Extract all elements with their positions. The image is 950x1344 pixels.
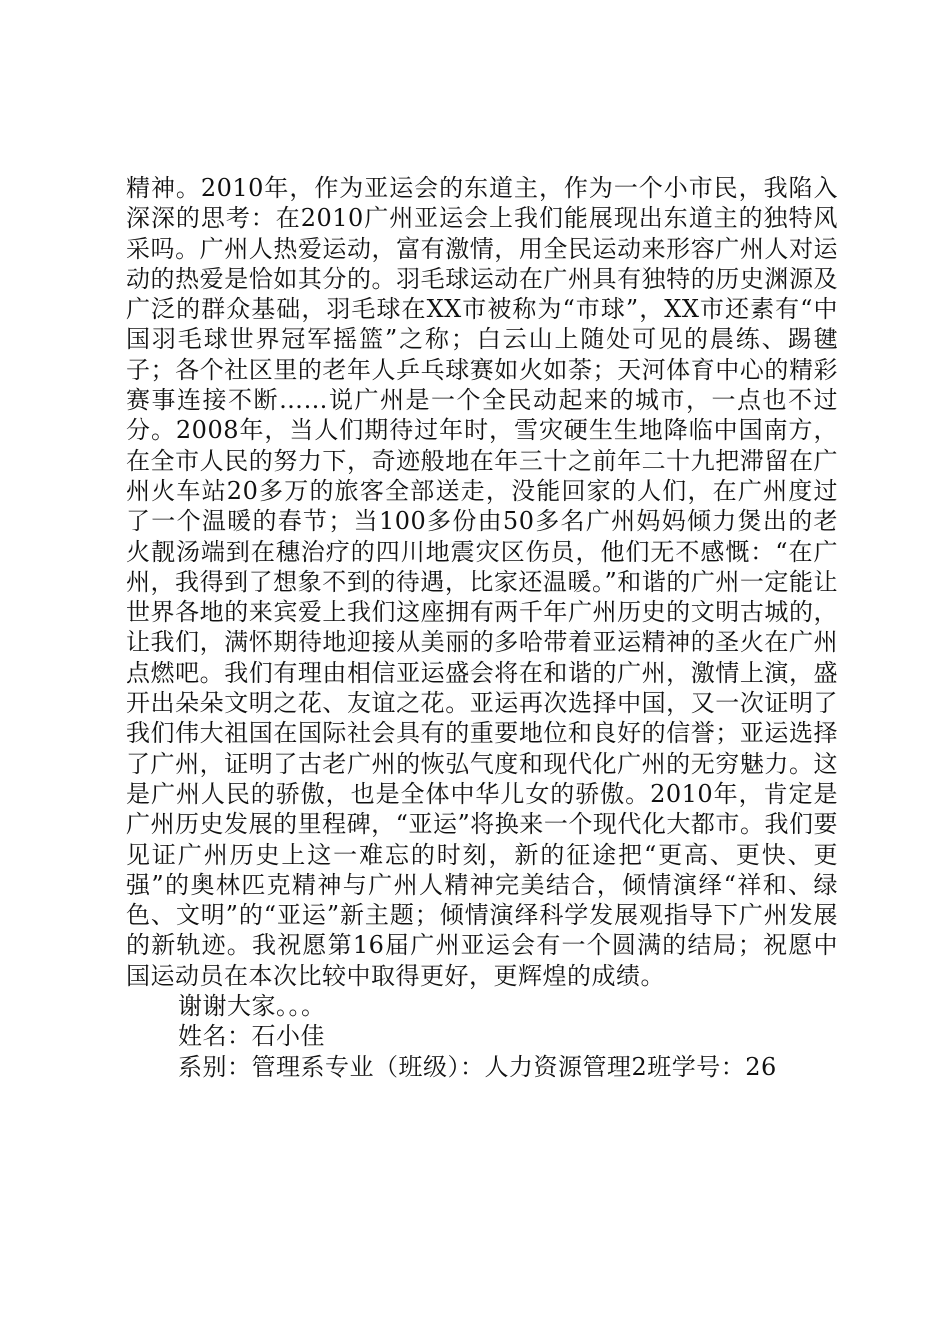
body-paragraph: 精神。2010年，作为亚运会的东道主，作为一个小市民，我陷入深深的思考：在2010广州亚运会上我们能展现出东道主的独特风采吗。广州人热爱运动，富有激情，用全民运动来形容广州人对运动的热爱是恰如其分的。羽毛球运动在广州具有独特的历史渊源及广泛的群众基础，羽毛球在XX市被称为“市球”，XX市还素有“中国羽毛球世界冠军摇篮”之称；白云山上随处可见的晨练、踢毽子；各个社区里的老年人乒乓球赛如火如荼；天河体育中心的精彩赛事连接不断……说广州是一个全民动起来的城市，一点也不过分。2008年，当人们期待过年时，雪灾硬生生地降临中国南方，在全市人民的努力下，奇迹般地在年三十之前年二十九把滞留在广州火车站20多万的旅客全部送走，没能回家的人们，在广州度过了一个温暖的春节；当100多份由50多名广州妈妈倾力煲出的老火靓汤端到在穗治疗的四川地震灾区伤员，他们无不感慨：“在广州，我得到了想象不到的待遇，比家还温暖。”和谐的广州一定能让世界各地的来宾爱上我们这座拥有两千年广州历史的文明古城的，让我们，满怀期待地迎接从美丽的多哈带着亚运精神的圣火在广州点燃吧。我们有理由相信亚运盛会将在和谐的广州，激情上演，盛开出朵朵文明之花、友谊之花。亚运再次选择中国，又一次证明了我们伟大祖国在国际社会具有的重要地位和良好的信誉；亚运选择了广州，证明了古老广州的恢弘气度和现代化广州的无穷魅力。这是广州人民的骄傲，也是全体中华儿女的骄傲。2010年，肯定是广州历史发展的里程碑，“亚运”将换来一个现代化大都市。我们要见证广州历史上这一难忘的时刻，新的征途把“更高、更快、更强”的奥林匹克精神与广州人精神完美结合，倾情演绎“祥和、绿色、文明”的“亚运”新主题；倾情演绎科学发展观指导下广州发展的新轨迹。我祝愿第16届广州亚运会有一个圆满的结局；祝愿中国运动员在本次比较中取得更好，更辉煌的成绩。 xyxy=(126,174,838,990)
name-line: 姓名：石小佳 xyxy=(178,1022,325,1051)
department-line: 系别：管理系专业（班级）：人力资源管理2班学号：26 xyxy=(178,1052,777,1081)
closing-line: 谢谢大家。。。 xyxy=(178,992,326,1021)
document-body xyxy=(126,173,838,1082)
